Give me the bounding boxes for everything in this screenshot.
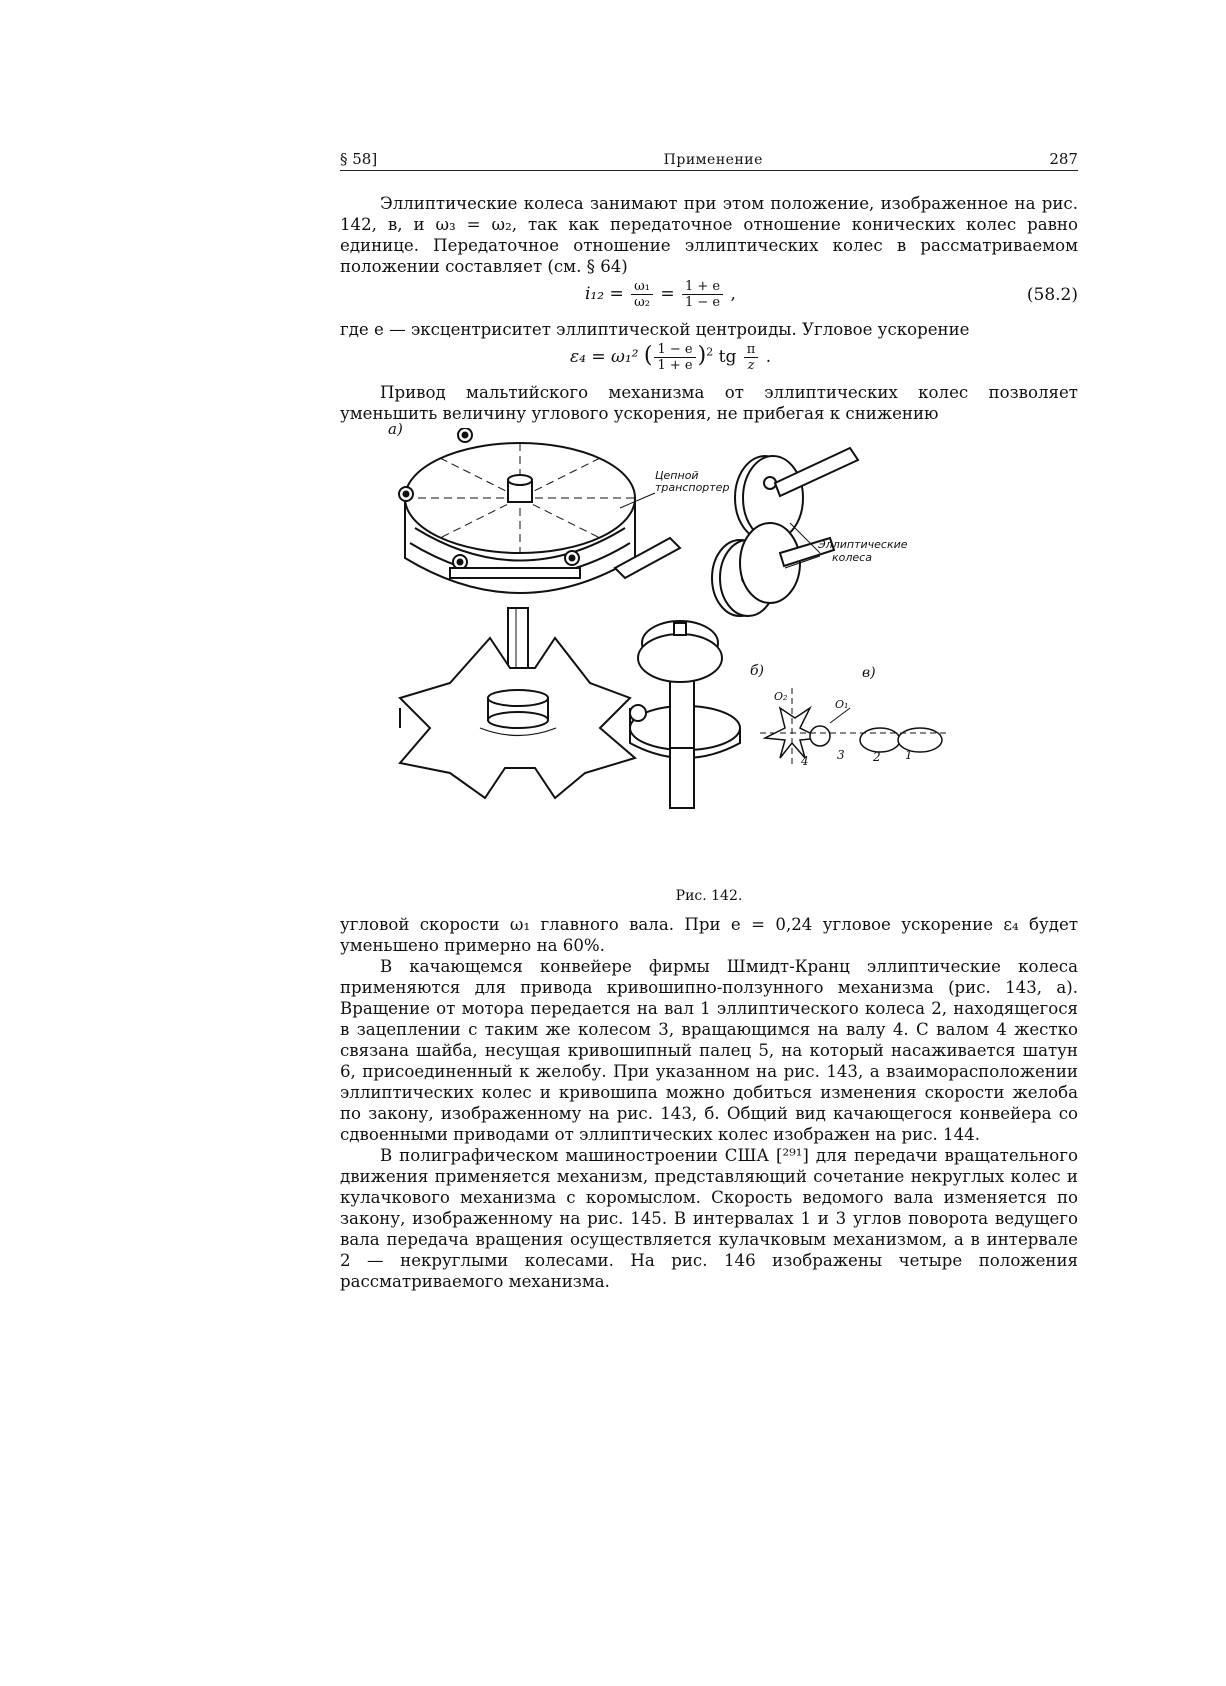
formula2-pi-den: z (747, 358, 755, 373)
formula2-power: 2 (706, 345, 714, 359)
figure-caption: Рис. 142. (675, 888, 743, 904)
formula1-frac2-den: 1 − e (685, 295, 721, 310)
formula1-tail: , (730, 284, 736, 304)
equation-number: (58.2) (1026, 285, 1078, 305)
section-ref: § 58] (340, 150, 378, 168)
running-header (340, 150, 1078, 171)
formula2-pi-num: π (744, 342, 759, 358)
formula2-tail: . (765, 347, 772, 367)
label-1: 1 (905, 748, 913, 762)
callout-gears-line1: Эллиптические (818, 538, 908, 551)
label-a: а) (388, 420, 403, 438)
formula1-lhs: i₁₂ = (585, 284, 624, 304)
page-number: 287 (1049, 150, 1078, 168)
formula-58-2 (340, 277, 1078, 319)
formula-angular-acceleration: ε₄ = ω₁² ( $\frac{1 - e}{1 + e}$ )$^2$ tg $\frac{\pi}{z}$ . (570, 342, 772, 373)
paragraph-4: угловой скорости ω₁ главного вала. При e = 0,24 угловое ускорение ε₄ будет уменьшено примерно на 60%. (340, 915, 1078, 955)
formula1-frac2-num: 1 + e (682, 279, 723, 295)
paragraph-6: В полиграфическом машиностроении США [²⁹¹] для передачи вращательного движения применяется механизм, представляющий сочетание некруглых колес и кулачкового механизма с коромыслом. Скорость ведомого вала изменяется по закону, изображенному на рис. 145. В интервалах 1 и 3 углов поворота ведущего вала передача вращения осуществляется кулачковым механизмом, а в интервале 2 — некруглыми колесами. На рис. 146 изображены четыре положения рассматриваемого механизма. (340, 1146, 1078, 1291)
paragraph-3: Привод мальтийского механизма от эллиптических колес позволяет уменьшить величину углового ускорения, не прибегая к снижению (340, 383, 1078, 423)
figure-142 (340, 420, 1078, 888)
formula1-frac1 (631, 279, 653, 310)
label-4: 4 (801, 754, 809, 768)
label-3: 3 (837, 748, 845, 762)
formula2-lhs: ε₄ = ω₁² (570, 347, 639, 367)
label-2: 2 (873, 750, 881, 764)
formula2-frac (654, 342, 695, 373)
label-o2: O₂ (774, 690, 788, 703)
formula1-frac1-num: ω₁ (631, 279, 653, 295)
formula2-pi-frac (744, 342, 759, 373)
book-page (340, 150, 1078, 1292)
callout-gears-line2: колеса (832, 551, 872, 564)
callout-conveyor: Цепной транспортер (655, 469, 730, 494)
paragraph-5: В качающемся конвейере фирмы Шмидт-Кранц эллиптические колеса применяются для привода кривошипно-ползунного механизма (рис. 143, а). Вращение от мотора передается на вал 1 эллиптического колеса 2, находящегося в зацеплении с таким же колесом 3, вращающимся на валу 4. С валом 4 жестко связана шайба, несущая кривошипный палец 5, на который насаживается шатун 6, присоединенный к желобу. При указанном на рис. 143, а взаиморасположении эллиптических колес и кривошипа можно добиться изменения скорости желоба по закону, изображенному на рис. 143, б. Общий вид качающегося конвейера со сдвоенными приводами от эллиптических колес изображен на рис. 144. (340, 957, 1078, 1144)
label-o1: O₁ (835, 698, 849, 711)
formula1-frac1-den: ω₂ (634, 295, 650, 310)
formula2-frac-den: 1 + e (657, 358, 693, 373)
mechanism-illustration (340, 428, 1078, 868)
paragraph-2: где e — эксцентриситет эллиптической центроиды. Угловое ускорение (340, 320, 970, 339)
paragraph-1: Эллиптические колеса занимают при этом положение, изображенное на рис. 142, в, и ω₃ = ω₂, так как передаточное отношение конических колес равно единице. Передаточное отношение эллиптических колес в рассматриваемом положении составляет (см. § 64) (340, 194, 1078, 276)
running-title: Применение (663, 152, 763, 168)
formula1-eq: = (660, 284, 675, 304)
formula2-frac-num: 1 − e (654, 342, 695, 358)
formula2-tg: tg (718, 347, 737, 367)
formula1-frac2 (682, 279, 723, 310)
label-b: б) (750, 663, 765, 679)
label-c: в) (862, 665, 876, 681)
